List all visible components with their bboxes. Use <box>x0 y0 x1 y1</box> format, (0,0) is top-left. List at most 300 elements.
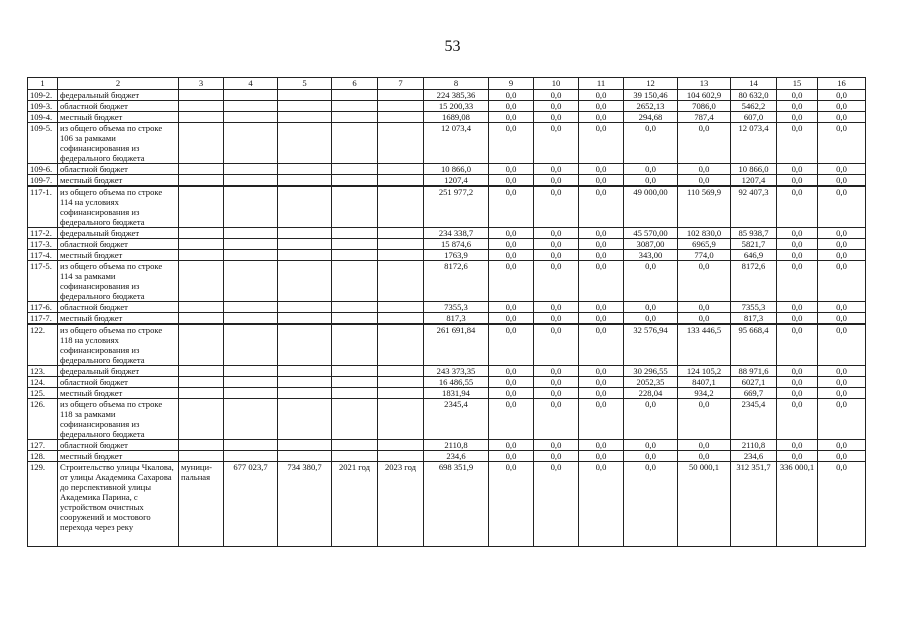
value-cell: 0,0 <box>818 451 866 462</box>
value-cell: 0,0 <box>777 313 818 325</box>
value-cell: 0,0 <box>624 399 678 440</box>
value-cell: 80 632,0 <box>731 90 777 101</box>
row-number-cell: 128. <box>28 451 58 462</box>
value-cell: 817,3 <box>731 313 777 325</box>
table-header <box>28 78 866 90</box>
value-cell: 0,0 <box>579 399 624 440</box>
row-name-cell: областной бюджет <box>58 239 179 250</box>
value-cell: 0,0 <box>624 123 678 164</box>
value-cell: 0,0 <box>818 101 866 112</box>
value-cell <box>332 175 378 187</box>
row-number-cell: 117-7. <box>28 313 58 325</box>
value-cell <box>332 302 378 313</box>
value-cell: 104 602,9 <box>678 90 731 101</box>
value-cell: 7355,3 <box>731 302 777 313</box>
value-cell: 110 569,9 <box>678 186 731 228</box>
column-header: 14 <box>731 78 777 90</box>
table-row <box>28 228 866 239</box>
ownership-cell <box>179 101 224 112</box>
column-header: 10 <box>534 78 579 90</box>
ownership-cell <box>179 239 224 250</box>
value-cell: 0,0 <box>678 123 731 164</box>
value-cell: 0,0 <box>489 175 534 187</box>
value-cell <box>332 399 378 440</box>
value-cell: 0,0 <box>579 175 624 187</box>
value-cell <box>224 239 278 250</box>
value-cell: 1207,4 <box>424 175 489 187</box>
value-cell: 0,0 <box>534 440 579 451</box>
table-body <box>28 90 866 547</box>
row-name-cell: областной бюджет <box>58 164 179 175</box>
value-cell <box>378 302 424 313</box>
value-cell <box>224 112 278 123</box>
ownership-cell <box>179 90 224 101</box>
row-number-cell: 109-7. <box>28 175 58 187</box>
value-cell: 0,0 <box>489 261 534 302</box>
value-cell: 228,04 <box>624 388 678 399</box>
value-cell: 0,0 <box>579 377 624 388</box>
row-number-cell: 117-4. <box>28 250 58 261</box>
value-cell: 0,0 <box>777 228 818 239</box>
value-cell: 49 000,00 <box>624 186 678 228</box>
value-cell <box>378 239 424 250</box>
value-cell: 0,0 <box>489 388 534 399</box>
row-number-cell: 123. <box>28 366 58 377</box>
value-cell: 0,0 <box>579 366 624 377</box>
value-cell: 0,0 <box>579 123 624 164</box>
column-header: 3 <box>179 78 224 90</box>
row-name-cell: федеральный бюджет <box>58 90 179 101</box>
value-cell <box>224 175 278 187</box>
value-cell: 343,00 <box>624 250 678 261</box>
row-number-cell: 127. <box>28 440 58 451</box>
ownership-cell <box>179 399 224 440</box>
value-cell: 0,0 <box>579 388 624 399</box>
value-cell: 0,0 <box>579 261 624 302</box>
value-cell <box>224 101 278 112</box>
value-cell <box>332 451 378 462</box>
value-cell: 646,9 <box>731 250 777 261</box>
value-cell: 0,0 <box>534 164 579 175</box>
value-cell: 0,0 <box>818 440 866 451</box>
value-cell <box>378 451 424 462</box>
table-row <box>28 451 866 462</box>
value-cell <box>278 164 332 175</box>
table-row <box>28 462 866 547</box>
value-cell <box>378 228 424 239</box>
value-cell <box>378 366 424 377</box>
value-cell: 2021 год <box>332 462 378 547</box>
value-cell: 0,0 <box>624 164 678 175</box>
value-cell <box>378 388 424 399</box>
table-row <box>28 440 866 451</box>
value-cell <box>332 101 378 112</box>
value-cell: 261 691,84 <box>424 324 489 366</box>
value-cell: 0,0 <box>777 175 818 187</box>
value-cell <box>378 250 424 261</box>
value-cell <box>332 440 378 451</box>
row-number-cell: 124. <box>28 377 58 388</box>
value-cell: 0,0 <box>777 388 818 399</box>
column-header: 7 <box>378 78 424 90</box>
value-cell: 0,0 <box>678 261 731 302</box>
value-cell <box>278 451 332 462</box>
value-cell: 2652,13 <box>624 101 678 112</box>
value-cell: 0,0 <box>818 164 866 175</box>
value-cell: 50 000,1 <box>678 462 731 547</box>
ownership-cell <box>179 440 224 451</box>
value-cell: 0,0 <box>777 377 818 388</box>
column-header: 13 <box>678 78 731 90</box>
value-cell: 0,0 <box>534 228 579 239</box>
value-cell: 7086,0 <box>678 101 731 112</box>
column-header: 5 <box>278 78 332 90</box>
value-cell: 0,0 <box>777 366 818 377</box>
value-cell <box>332 228 378 239</box>
value-cell <box>224 377 278 388</box>
row-name-cell: местный бюджет <box>58 313 179 325</box>
row-number-cell: 126. <box>28 399 58 440</box>
ownership-cell <box>179 123 224 164</box>
value-cell: 0,0 <box>818 366 866 377</box>
value-cell <box>278 302 332 313</box>
value-cell: 0,0 <box>678 302 731 313</box>
value-cell: 1689,08 <box>424 112 489 123</box>
value-cell: 0,0 <box>818 388 866 399</box>
value-cell: 2345,4 <box>424 399 489 440</box>
value-cell: 15 200,33 <box>424 101 489 112</box>
value-cell <box>378 261 424 302</box>
row-number-cell: 109-4. <box>28 112 58 123</box>
table-row <box>28 186 866 228</box>
value-cell <box>278 186 332 228</box>
value-cell <box>224 302 278 313</box>
value-cell: 30 296,55 <box>624 366 678 377</box>
value-cell: 0,0 <box>489 164 534 175</box>
value-cell: 1207,4 <box>731 175 777 187</box>
value-cell: 0,0 <box>579 90 624 101</box>
value-cell <box>378 440 424 451</box>
value-cell: 0,0 <box>579 239 624 250</box>
value-cell: 0,0 <box>818 112 866 123</box>
value-cell: 0,0 <box>678 399 731 440</box>
value-cell: 102 830,0 <box>678 228 731 239</box>
value-cell: 0,0 <box>579 313 624 325</box>
value-cell <box>378 175 424 187</box>
row-number-cell: 117-1. <box>28 186 58 228</box>
value-cell: 0,0 <box>777 123 818 164</box>
value-cell: 0,0 <box>818 228 866 239</box>
row-number-cell: 109-2. <box>28 90 58 101</box>
value-cell: 95 668,4 <box>731 324 777 366</box>
value-cell: 0,0 <box>818 250 866 261</box>
row-name-cell: местный бюджет <box>58 388 179 399</box>
table-row <box>28 388 866 399</box>
value-cell: 774,0 <box>678 250 731 261</box>
value-cell: 0,0 <box>678 175 731 187</box>
value-cell <box>224 90 278 101</box>
value-cell: 2110,8 <box>731 440 777 451</box>
value-cell: 0,0 <box>777 451 818 462</box>
value-cell: 8172,6 <box>731 261 777 302</box>
value-cell: 0,0 <box>489 239 534 250</box>
ownership-cell <box>179 228 224 239</box>
value-cell: 0,0 <box>777 440 818 451</box>
value-cell <box>332 250 378 261</box>
value-cell: 0,0 <box>579 112 624 123</box>
value-cell: 0,0 <box>678 440 731 451</box>
value-cell: 32 576,94 <box>624 324 678 366</box>
value-cell <box>378 186 424 228</box>
row-number-cell: 125. <box>28 388 58 399</box>
value-cell: 0,0 <box>579 451 624 462</box>
value-cell: 0,0 <box>818 261 866 302</box>
value-cell: 0,0 <box>818 239 866 250</box>
value-cell <box>278 261 332 302</box>
row-name-cell: областной бюджет <box>58 377 179 388</box>
value-cell <box>224 250 278 261</box>
row-number-cell: 109-5. <box>28 123 58 164</box>
value-cell: 0,0 <box>777 239 818 250</box>
row-number-cell: 109-6. <box>28 164 58 175</box>
row-name-cell: областной бюджет <box>58 302 179 313</box>
value-cell: 0,0 <box>579 101 624 112</box>
value-cell <box>378 399 424 440</box>
value-cell: 16 486,55 <box>424 377 489 388</box>
value-cell: 1831,94 <box>424 388 489 399</box>
value-cell: 85 938,7 <box>731 228 777 239</box>
ownership-cell <box>179 388 224 399</box>
value-cell: 234,6 <box>731 451 777 462</box>
ownership-cell: муници- пальная <box>179 462 224 547</box>
column-header: 8 <box>424 78 489 90</box>
value-cell: 45 570,00 <box>624 228 678 239</box>
value-cell: 2345,4 <box>731 399 777 440</box>
table-row <box>28 175 866 187</box>
value-cell: 0,0 <box>489 377 534 388</box>
ownership-cell <box>179 250 224 261</box>
row-name-cell: из общего объема по строке 114 за рамками софинансирования из федерального бюджета <box>58 261 179 302</box>
value-cell: 0,0 <box>534 239 579 250</box>
value-cell: 224 385,36 <box>424 90 489 101</box>
value-cell: 0,0 <box>489 250 534 261</box>
value-cell <box>278 324 332 366</box>
value-cell: 336 000,1 <box>777 462 818 547</box>
value-cell: 0,0 <box>534 186 579 228</box>
value-cell <box>224 366 278 377</box>
value-cell <box>378 164 424 175</box>
value-cell: 0,0 <box>579 440 624 451</box>
value-cell: 0,0 <box>818 186 866 228</box>
column-header: 4 <box>224 78 278 90</box>
value-cell: 0,0 <box>489 123 534 164</box>
value-cell <box>332 112 378 123</box>
value-cell <box>332 388 378 399</box>
table-row <box>28 164 866 175</box>
value-cell <box>224 186 278 228</box>
ownership-cell <box>179 175 224 187</box>
value-cell: 2023 год <box>378 462 424 547</box>
value-cell: 294,68 <box>624 112 678 123</box>
value-cell: 0,0 <box>624 451 678 462</box>
value-cell: 88 971,6 <box>731 366 777 377</box>
row-name-cell: областной бюджет <box>58 440 179 451</box>
value-cell: 0,0 <box>818 302 866 313</box>
ownership-cell <box>179 112 224 123</box>
row-name-cell: из общего объема по строке 118 на условиях софинансирования из федерального бюджета <box>58 324 179 366</box>
row-name-cell: местный бюджет <box>58 112 179 123</box>
value-cell <box>278 228 332 239</box>
value-cell: 0,0 <box>818 175 866 187</box>
value-cell: 0,0 <box>624 261 678 302</box>
value-cell <box>332 186 378 228</box>
value-cell: 0,0 <box>777 186 818 228</box>
value-cell: 234,6 <box>424 451 489 462</box>
value-cell: 0,0 <box>777 302 818 313</box>
value-cell: 133 446,5 <box>678 324 731 366</box>
table-row <box>28 101 866 112</box>
value-cell: 677 023,7 <box>224 462 278 547</box>
value-cell: 0,0 <box>534 451 579 462</box>
value-cell: 0,0 <box>818 90 866 101</box>
value-cell: 0,0 <box>818 123 866 164</box>
value-cell <box>224 164 278 175</box>
value-cell <box>378 313 424 325</box>
value-cell: 787,4 <box>678 112 731 123</box>
value-cell: 0,0 <box>534 462 579 547</box>
value-cell <box>278 175 332 187</box>
value-cell: 0,0 <box>489 302 534 313</box>
value-cell: 0,0 <box>624 302 678 313</box>
value-cell: 0,0 <box>579 186 624 228</box>
table-row <box>28 399 866 440</box>
value-cell: 8172,6 <box>424 261 489 302</box>
value-cell <box>224 399 278 440</box>
value-cell: 0,0 <box>579 302 624 313</box>
value-cell: 39 150,46 <box>624 90 678 101</box>
value-cell <box>332 123 378 164</box>
value-cell <box>378 90 424 101</box>
value-cell <box>278 239 332 250</box>
value-cell: 0,0 <box>579 164 624 175</box>
value-cell: 698 351,9 <box>424 462 489 547</box>
ownership-cell <box>179 313 224 325</box>
value-cell <box>278 366 332 377</box>
value-cell: 0,0 <box>579 462 624 547</box>
value-cell: 0,0 <box>777 399 818 440</box>
value-cell: 0,0 <box>678 313 731 325</box>
value-cell: 0,0 <box>534 388 579 399</box>
value-cell: 0,0 <box>678 164 731 175</box>
value-cell: 0,0 <box>534 101 579 112</box>
row-number-cell: 117-2. <box>28 228 58 239</box>
value-cell: 3087,00 <box>624 239 678 250</box>
value-cell <box>224 261 278 302</box>
row-number-cell: 117-3. <box>28 239 58 250</box>
value-cell: 10 866,0 <box>731 164 777 175</box>
ownership-cell <box>179 451 224 462</box>
value-cell: 0,0 <box>777 164 818 175</box>
value-cell: 0,0 <box>489 451 534 462</box>
value-cell <box>224 228 278 239</box>
value-cell: 0,0 <box>489 462 534 547</box>
value-cell: 0,0 <box>534 302 579 313</box>
table-row <box>28 250 866 261</box>
value-cell: 0,0 <box>818 377 866 388</box>
ownership-cell <box>179 164 224 175</box>
value-cell: 0,0 <box>534 112 579 123</box>
ownership-cell <box>179 324 224 366</box>
ownership-cell <box>179 186 224 228</box>
ownership-cell <box>179 366 224 377</box>
value-cell <box>224 451 278 462</box>
value-cell: 8407,1 <box>678 377 731 388</box>
table-row <box>28 377 866 388</box>
budget-table <box>27 77 866 547</box>
value-cell: 0,0 <box>777 90 818 101</box>
row-name-cell: из общего объема по строке 106 за рамками софинансирования из федерального бюджета <box>58 123 179 164</box>
value-cell: 0,0 <box>534 261 579 302</box>
ownership-cell <box>179 302 224 313</box>
page-number: 53 <box>444 38 461 55</box>
column-header: 12 <box>624 78 678 90</box>
value-cell <box>378 377 424 388</box>
value-cell <box>224 123 278 164</box>
value-cell <box>224 324 278 366</box>
row-name-cell: местный бюджет <box>58 250 179 261</box>
value-cell: 5462,2 <box>731 101 777 112</box>
table-row <box>28 302 866 313</box>
row-name-cell: федеральный бюджет <box>58 366 179 377</box>
value-cell: 0,0 <box>534 123 579 164</box>
value-cell: 934,2 <box>678 388 731 399</box>
column-header: 16 <box>818 78 866 90</box>
value-cell: 0,0 <box>579 324 624 366</box>
column-header: 6 <box>332 78 378 90</box>
value-cell <box>278 388 332 399</box>
row-name-cell: из общего объема по строке 118 за рамками софинансирования из федерального бюджета <box>58 399 179 440</box>
row-name-cell: местный бюджет <box>58 451 179 462</box>
value-cell: 817,3 <box>424 313 489 325</box>
row-number-cell: 117-5. <box>28 261 58 302</box>
value-cell: 0,0 <box>489 228 534 239</box>
value-cell: 12 073,4 <box>424 123 489 164</box>
table-row <box>28 239 866 250</box>
value-cell <box>332 261 378 302</box>
value-cell: 234 338,7 <box>424 228 489 239</box>
value-cell: 0,0 <box>777 261 818 302</box>
value-cell: 0,0 <box>579 250 624 261</box>
value-cell <box>332 164 378 175</box>
row-number-cell: 117-6. <box>28 302 58 313</box>
value-cell: 5821,7 <box>731 239 777 250</box>
value-cell <box>278 101 332 112</box>
value-cell: 0,0 <box>489 324 534 366</box>
value-cell <box>278 123 332 164</box>
value-cell <box>378 324 424 366</box>
value-cell: 1763,9 <box>424 250 489 261</box>
value-cell: 0,0 <box>489 313 534 325</box>
value-cell: 6027,1 <box>731 377 777 388</box>
value-cell <box>332 324 378 366</box>
value-cell: 0,0 <box>777 324 818 366</box>
column-header: 11 <box>579 78 624 90</box>
table-row <box>28 261 866 302</box>
value-cell <box>332 366 378 377</box>
value-cell: 0,0 <box>534 377 579 388</box>
value-cell <box>378 112 424 123</box>
value-cell: 0,0 <box>777 112 818 123</box>
